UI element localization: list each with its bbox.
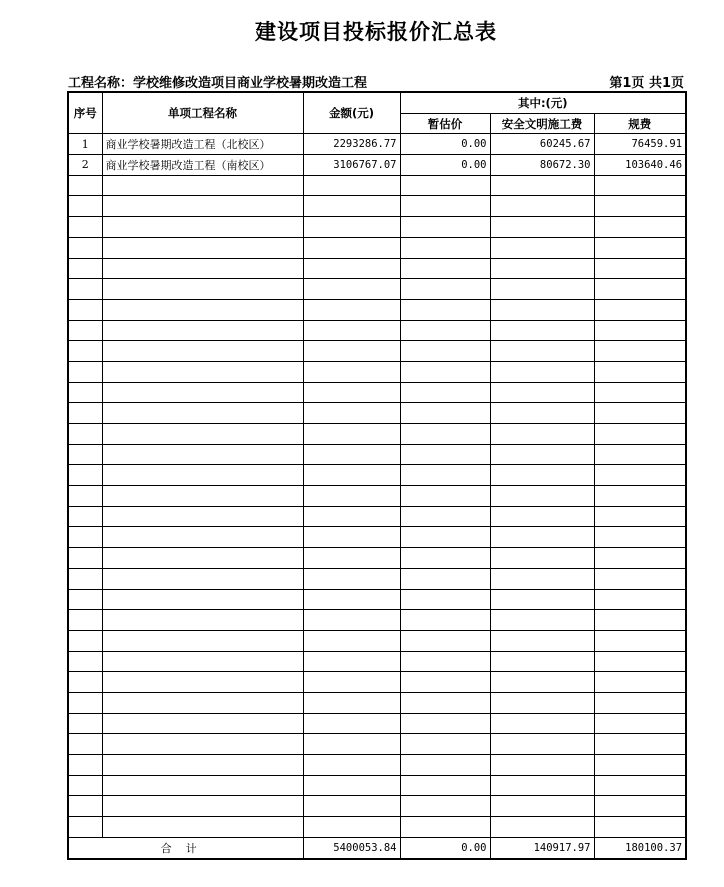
header-of-which: 其中:(元) (400, 92, 686, 113)
empty-cell (68, 175, 102, 196)
empty-cell (303, 672, 400, 693)
empty-cell (68, 299, 102, 320)
empty-cell (102, 527, 303, 548)
empty-row (68, 692, 686, 713)
empty-row (68, 506, 686, 527)
empty-cell (400, 672, 490, 693)
empty-cell (303, 217, 400, 238)
empty-cell (490, 734, 594, 755)
empty-cell (594, 175, 686, 196)
empty-cell (594, 506, 686, 527)
empty-cell (594, 444, 686, 465)
empty-cell (594, 486, 686, 507)
empty-cell (102, 465, 303, 486)
empty-cell (400, 361, 490, 382)
empty-cell (303, 755, 400, 776)
empty-row (68, 817, 686, 838)
empty-cell (400, 382, 490, 403)
empty-cell (102, 320, 303, 341)
total-row (68, 837, 686, 859)
empty-cell (400, 713, 490, 734)
empty-row (68, 258, 686, 279)
empty-row (68, 217, 686, 238)
empty-cell (303, 424, 400, 445)
header-fees: 规费 (594, 113, 686, 134)
empty-cell (490, 630, 594, 651)
empty-cell (594, 237, 686, 258)
row-seq: 1 (68, 134, 102, 155)
empty-cell (68, 630, 102, 651)
empty-cell (594, 341, 686, 362)
empty-cell (490, 175, 594, 196)
empty-cell (102, 548, 303, 569)
empty-cell (400, 796, 490, 817)
row-provisional: 0.00 (400, 134, 490, 155)
empty-cell (490, 382, 594, 403)
empty-cell (400, 424, 490, 445)
empty-cell (400, 465, 490, 486)
empty-cell (68, 589, 102, 610)
empty-cell (102, 589, 303, 610)
empty-cell (594, 589, 686, 610)
empty-cell (490, 775, 594, 796)
empty-cell (102, 610, 303, 631)
empty-cell (303, 506, 400, 527)
empty-cell (400, 775, 490, 796)
empty-row (68, 610, 686, 631)
empty-cell (400, 589, 490, 610)
empty-cell (400, 237, 490, 258)
empty-cell (102, 651, 303, 672)
empty-row (68, 796, 686, 817)
empty-cell (490, 279, 594, 300)
row-name: 商业学校暑期改造工程（南校区） (102, 155, 303, 176)
empty-cell (68, 734, 102, 755)
empty-cell (490, 361, 594, 382)
empty-cell (400, 196, 490, 217)
total-provisional: 0.00 (400, 837, 490, 859)
empty-cell (490, 713, 594, 734)
empty-cell (594, 610, 686, 631)
empty-cell (102, 796, 303, 817)
empty-cell (490, 320, 594, 341)
row-provisional: 0.00 (400, 155, 490, 176)
empty-cell (400, 506, 490, 527)
table-body (68, 134, 686, 837)
empty-row (68, 589, 686, 610)
empty-cell (68, 796, 102, 817)
empty-cell (102, 196, 303, 217)
empty-cell (490, 444, 594, 465)
empty-cell (102, 817, 303, 838)
empty-cell (490, 651, 594, 672)
empty-cell (594, 548, 686, 569)
empty-cell (303, 713, 400, 734)
empty-cell (490, 796, 594, 817)
empty-cell (68, 651, 102, 672)
empty-cell (303, 486, 400, 507)
row-amount: 3106767.07 (303, 155, 400, 176)
bid-summary-table (67, 91, 687, 860)
empty-cell (102, 568, 303, 589)
empty-row (68, 527, 686, 548)
empty-cell (303, 734, 400, 755)
empty-cell (594, 568, 686, 589)
empty-cell (490, 486, 594, 507)
empty-cell (400, 610, 490, 631)
empty-cell (102, 486, 303, 507)
empty-cell (400, 299, 490, 320)
empty-cell (594, 217, 686, 238)
empty-cell (303, 817, 400, 838)
page-title: 建设项目投标报价汇总表 (255, 20, 497, 44)
empty-cell (490, 672, 594, 693)
empty-cell (303, 548, 400, 569)
header-safety: 安全文明施工费 (490, 113, 594, 134)
empty-row (68, 299, 686, 320)
empty-cell (303, 527, 400, 548)
empty-cell (594, 527, 686, 548)
row-name: 商业学校暑期改造工程（北校区） (102, 134, 303, 155)
header-provisional: 暂估价 (400, 113, 490, 134)
empty-cell (68, 424, 102, 445)
empty-cell (400, 651, 490, 672)
empty-row (68, 630, 686, 651)
empty-row (68, 713, 686, 734)
empty-row (68, 568, 686, 589)
empty-cell (102, 444, 303, 465)
empty-cell (303, 444, 400, 465)
empty-cell (400, 734, 490, 755)
empty-cell (102, 258, 303, 279)
empty-cell (68, 361, 102, 382)
empty-cell (102, 734, 303, 755)
empty-cell (594, 630, 686, 651)
empty-cell (102, 279, 303, 300)
empty-cell (68, 506, 102, 527)
empty-cell (68, 527, 102, 548)
empty-cell (303, 465, 400, 486)
total-fees: 180100.37 (594, 837, 686, 859)
empty-cell (102, 403, 303, 424)
empty-cell (400, 527, 490, 548)
empty-row (68, 672, 686, 693)
empty-row (68, 237, 686, 258)
empty-row (68, 341, 686, 362)
row-fees: 76459.91 (594, 134, 686, 155)
empty-cell (102, 713, 303, 734)
empty-cell (102, 424, 303, 445)
empty-cell (594, 651, 686, 672)
empty-row (68, 361, 686, 382)
empty-cell (400, 279, 490, 300)
empty-cell (68, 486, 102, 507)
empty-row (68, 196, 686, 217)
empty-cell (303, 361, 400, 382)
empty-row (68, 548, 686, 569)
empty-cell (68, 196, 102, 217)
empty-cell (400, 341, 490, 362)
empty-cell (594, 775, 686, 796)
empty-cell (102, 361, 303, 382)
empty-row (68, 175, 686, 196)
empty-cell (303, 403, 400, 424)
empty-cell (102, 672, 303, 693)
empty-cell (303, 341, 400, 362)
project-name: 工程名称：学校维修改造项目商业学校暑期改造工程 (68, 76, 368, 91)
empty-cell (400, 486, 490, 507)
empty-cell (490, 424, 594, 445)
empty-cell (102, 175, 303, 196)
empty-row (68, 403, 686, 424)
empty-cell (490, 237, 594, 258)
empty-cell (594, 299, 686, 320)
empty-cell (400, 217, 490, 238)
empty-row (68, 734, 686, 755)
header-seq: 序号 (68, 92, 102, 134)
empty-row (68, 320, 686, 341)
empty-cell (303, 568, 400, 589)
empty-cell (303, 589, 400, 610)
empty-cell (303, 651, 400, 672)
empty-cell (400, 258, 490, 279)
empty-cell (490, 548, 594, 569)
empty-cell (68, 403, 102, 424)
empty-cell (68, 258, 102, 279)
empty-cell (303, 630, 400, 651)
empty-cell (303, 382, 400, 403)
row-safety: 80672.30 (490, 155, 594, 176)
empty-row (68, 465, 686, 486)
empty-cell (303, 610, 400, 631)
empty-cell (102, 630, 303, 651)
empty-cell (303, 175, 400, 196)
empty-cell (594, 361, 686, 382)
empty-cell (490, 568, 594, 589)
empty-cell (400, 692, 490, 713)
total-safety: 140917.97 (490, 837, 594, 859)
empty-cell (594, 796, 686, 817)
empty-cell (490, 403, 594, 424)
empty-cell (303, 299, 400, 320)
empty-cell (68, 237, 102, 258)
empty-cell (400, 548, 490, 569)
empty-cell (490, 299, 594, 320)
empty-cell (594, 424, 686, 445)
empty-cell (68, 444, 102, 465)
row-amount: 2293286.77 (303, 134, 400, 155)
empty-cell (594, 403, 686, 424)
empty-cell (303, 320, 400, 341)
empty-cell (490, 217, 594, 238)
empty-cell (594, 755, 686, 776)
empty-row (68, 382, 686, 403)
empty-cell (490, 610, 594, 631)
empty-cell (594, 692, 686, 713)
header-name: 单项工程名称 (102, 92, 303, 134)
empty-cell (303, 692, 400, 713)
empty-row (68, 279, 686, 300)
empty-cell (490, 341, 594, 362)
empty-cell (400, 568, 490, 589)
empty-cell (490, 692, 594, 713)
empty-cell (490, 506, 594, 527)
total-amount: 5400053.84 (303, 837, 400, 859)
empty-cell (594, 465, 686, 486)
empty-cell (102, 692, 303, 713)
page-number: 第1页 共1页 (609, 76, 684, 91)
empty-cell (68, 548, 102, 569)
empty-cell (303, 796, 400, 817)
empty-cell (490, 527, 594, 548)
empty-cell (68, 568, 102, 589)
empty-cell (490, 258, 594, 279)
empty-cell (490, 196, 594, 217)
empty-cell (102, 237, 303, 258)
empty-cell (303, 196, 400, 217)
empty-cell (102, 299, 303, 320)
empty-cell (68, 692, 102, 713)
project-info-line (68, 72, 684, 90)
empty-cell (303, 237, 400, 258)
empty-cell (594, 734, 686, 755)
empty-cell (68, 713, 102, 734)
empty-cell (594, 196, 686, 217)
table-row (68, 134, 686, 155)
empty-row (68, 755, 686, 776)
empty-cell (303, 279, 400, 300)
empty-cell (102, 775, 303, 796)
empty-cell (68, 341, 102, 362)
empty-cell (68, 465, 102, 486)
empty-row (68, 486, 686, 507)
empty-row (68, 444, 686, 465)
empty-cell (68, 817, 102, 838)
empty-cell (400, 444, 490, 465)
total-label: 合计 (68, 837, 303, 859)
empty-cell (102, 341, 303, 362)
empty-row (68, 424, 686, 445)
empty-cell (102, 506, 303, 527)
empty-cell (68, 320, 102, 341)
row-seq: 2 (68, 155, 102, 176)
empty-cell (594, 279, 686, 300)
empty-cell (400, 817, 490, 838)
empty-cell (68, 672, 102, 693)
empty-cell (400, 755, 490, 776)
empty-cell (68, 610, 102, 631)
empty-row (68, 651, 686, 672)
empty-cell (594, 382, 686, 403)
empty-row (68, 775, 686, 796)
empty-cell (594, 258, 686, 279)
empty-cell (594, 817, 686, 838)
row-safety: 60245.67 (490, 134, 594, 155)
empty-cell (68, 279, 102, 300)
table-row (68, 155, 686, 176)
empty-cell (68, 217, 102, 238)
empty-cell (400, 175, 490, 196)
row-fees: 103640.46 (594, 155, 686, 176)
empty-cell (594, 320, 686, 341)
empty-cell (594, 713, 686, 734)
empty-cell (303, 258, 400, 279)
empty-cell (490, 465, 594, 486)
empty-cell (303, 775, 400, 796)
empty-cell (594, 672, 686, 693)
empty-cell (68, 755, 102, 776)
empty-cell (400, 320, 490, 341)
empty-cell (490, 589, 594, 610)
empty-cell (68, 382, 102, 403)
empty-cell (102, 755, 303, 776)
empty-cell (400, 403, 490, 424)
empty-cell (490, 817, 594, 838)
empty-cell (490, 755, 594, 776)
header-amount: 金额(元) (303, 92, 400, 134)
empty-cell (400, 630, 490, 651)
empty-cell (102, 382, 303, 403)
empty-cell (102, 217, 303, 238)
empty-cell (68, 775, 102, 796)
